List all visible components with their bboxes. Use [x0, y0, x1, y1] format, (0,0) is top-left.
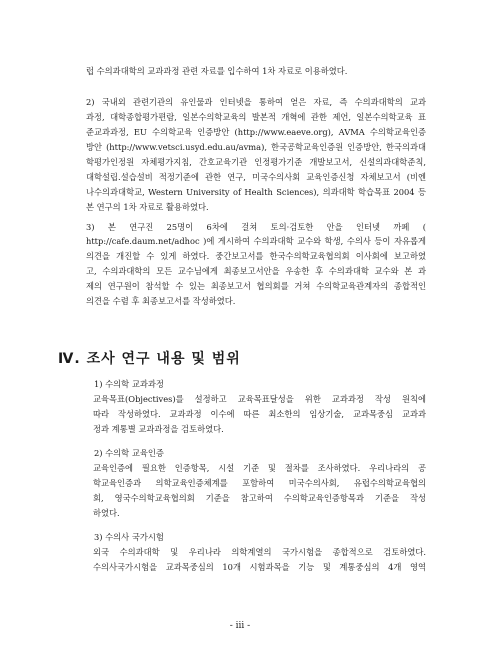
para2-line: 대학설립.설습설비 적정기준에 관한 연구, 미국수의사회 교육인증신청 자체보고서 (비엔	[86, 172, 426, 182]
item-line: 교육목표(Objectives)를 설정하고 교육목표달성을 위한 교과과정 작성 원칙에	[93, 394, 426, 404]
para3-line: 의견을 개진할 수 있게 하였다. 중간보고서를 한국수의학교육협의회 이사회에 보고하였	[86, 251, 426, 261]
para3-line: 의견을 수렴 후 최종보고서를 작성하였다.	[86, 296, 236, 306]
intro-line: 럽 수의과대학의 교과과정 관련 자료를 입수하여 1차 자료로 이용하였다.	[86, 66, 348, 76]
para2-line: 2) 국내외 관련기관의 유인물과 인터넷을 통하여 얻은 자료, 즉 수의과대학의 교과	[86, 97, 426, 107]
section-heading: Ⅳ. 조사 연구 내용 및 범위	[58, 351, 241, 367]
item-line: 따라 작성하였다. 교과과정 이수에 따른 최소한의 임상기술, 교과목중심 교과과	[93, 409, 426, 419]
para2-line: 방안 (http://www.vetsci.usyd.edu.au/avma), 한국공학교육인증원 인증방안, 한국의과대	[86, 142, 426, 152]
item-line: 외국 수의과대학 및 우리나라 의학계열의 국가시험을 종합적으로 검토하였다.	[93, 547, 426, 557]
item-title: 1) 수의학 교과과정	[94, 379, 164, 389]
para2-line: 본 연구의 1차 자료로 활용하였다.	[86, 202, 209, 212]
para3-line: 제의 연구원이 참석할 수 있는 최종보고서 협의회를 거쳐 수의학교육관계자의 종합적인	[86, 281, 426, 291]
item-title: 2) 수의학 교육인증	[94, 448, 164, 458]
para2-line: 학평가인정원 자체평가지침, 간호교육기관 인정평가기준 개발보고서, 신설의과대학준칙,	[86, 157, 426, 167]
item-line: 회, 영국수의학교육협의회 기준을 참고하여 수의학교육인증항목과 기준을 작성	[93, 493, 426, 503]
para3-line: http://cafe.daum.net/adhoc )에 게시하여 수의과대학 교수와 학생, 수의사 등이 자유롭게	[86, 236, 426, 246]
item-line: 하였다.	[93, 508, 120, 518]
para2-line: 과정, 대학종합평가편람, 일본수의학교육의 발본적 개혁에 관한 제언, 일본수의학교육 표	[86, 112, 426, 122]
item-line: 학교육인증과 의학교육인증체계를 포함하여 미국수의사회, 유럽수의학교육협의	[93, 478, 426, 488]
page-number: - iii -	[229, 621, 251, 631]
item-title: 3) 수의사 국가시험	[94, 532, 164, 542]
para2-line: 나수의과대학교, Western University of Health Sciences), 의과대학 학습목표 2004 등	[86, 187, 426, 197]
item-line: 정과 계통별 교과과정을 검토하였다.	[93, 424, 224, 434]
para2-line: 준교과과정, EU 수의학교육 인증방안 (http://www.eaeve.org), AVMA 수의학교육인증	[86, 127, 426, 137]
item-line: 수의사국가시험을 교과목중심의 10개 시험과목을 기능 및 계통중심의 4개 영역	[93, 562, 426, 572]
para3-line: 고, 수의과대학의 모든 교수님에게 최종보고서안을 우송한 후 수의과대학 교수와 본 과	[86, 266, 426, 276]
item-line: 교육인증에 필요한 인증항목, 시설 기준 및 절차를 조사하였다. 우리나라의 공	[93, 463, 426, 473]
para3-line: 3) 본 연구진 25명이 6차에 걸쳐 토의·검토한 안을 인터넷 까페 (	[86, 222, 426, 232]
